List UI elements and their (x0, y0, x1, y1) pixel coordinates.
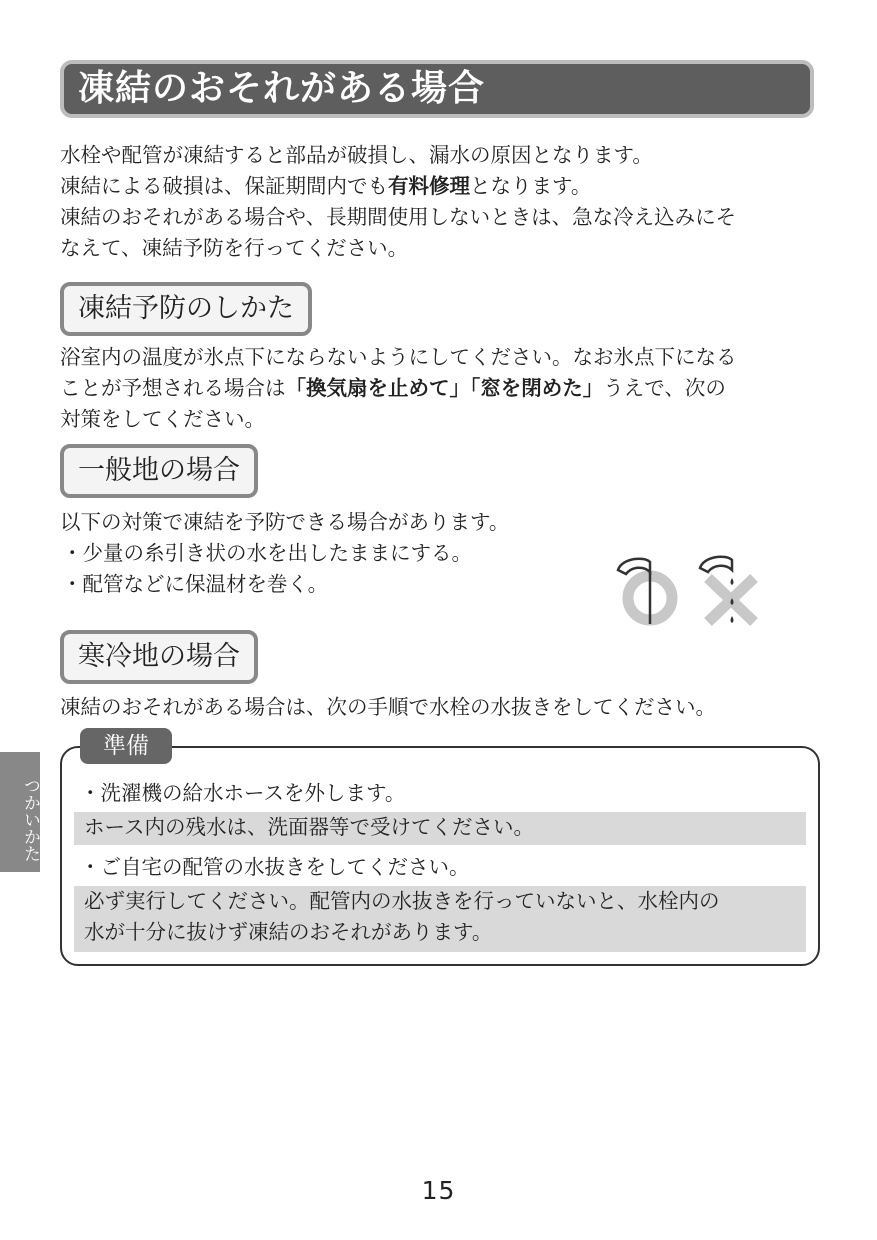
faucet-drip-figure (608, 550, 768, 630)
intro-line-4: なえて、凍結予防を行ってください。 (60, 236, 409, 260)
intro-line-2 (60, 171, 736, 202)
prep-note-2-line-1: 必ず実行してください。配管内の水抜きを行っていないと、水栓内の (84, 889, 720, 913)
cold-region-heading: 寒冷地の場合 (60, 630, 258, 684)
preparation-tab: 準備 (80, 728, 172, 764)
page-title: 凍結のおそれがある場合 (60, 60, 814, 118)
intro-line-2-end: となります。 (470, 174, 592, 198)
prep-note-2 (74, 886, 806, 952)
water-drop-icon (731, 578, 734, 623)
general-intro (60, 507, 509, 538)
prep-step-2: ・ご自宅の配管の水抜きをしてください。 (80, 855, 470, 879)
prep-note-1 (74, 812, 806, 845)
prevention-heading: 凍結予防のしかた (60, 282, 312, 336)
page-number: 15 (421, 1176, 456, 1205)
prevention-line-3: 対策をしてください。 (60, 407, 265, 431)
list-item: ・配管などに保温材を巻く。 (62, 572, 329, 596)
prep-note-2-line-2: 水が十分に抜けず凍結のおそれがあります。 (84, 920, 493, 944)
general-heading: 一般地の場合 (60, 444, 258, 498)
cold-region-intro-text: 凍結のおそれがある場合は、次の手順で水栓の水抜きをしてください。 (60, 695, 716, 719)
side-tab-usage: つかいかた (0, 752, 40, 872)
paid-repair-emphasis: 有料修理 (388, 174, 470, 198)
prevention-line-1: 浴室内の温度が氷点下にならないようにしてください。なお氷点下になる (60, 345, 737, 369)
prevention-line-2-text: ことが予想される場合は (60, 376, 286, 400)
intro-line-1: 水栓や配管が凍結すると部品が破損し、漏水の原因となります。 (60, 143, 653, 167)
cold-region-intro (60, 692, 716, 723)
general-intro-text: 以下の対策で凍結を予防できる場合があります。 (60, 510, 510, 534)
list-item: ・少量の糸引き状の水を出したままにする。 (62, 541, 472, 565)
faucet-icon (700, 557, 732, 572)
intro-paragraph (60, 140, 736, 264)
intro-line-2-text: 凍結による破損は、保証期間内でも (60, 174, 388, 198)
prevention-paragraph (60, 342, 737, 435)
intro-line-3: 凍結のおそれがある場合や、長期間使用しないときは、急な冷え込みにそ (60, 205, 737, 229)
prevention-line-2 (60, 373, 737, 404)
prevention-line-2-end: うえで、次の (603, 376, 726, 400)
general-bullet-list (62, 538, 472, 600)
vent-window-emphasis: 「換気扇を止めて」「窓を閉めた」 (285, 376, 604, 400)
prep-note-1-text: ホース内の残水は、洗面器等で受けてください。 (84, 815, 534, 839)
prep-step-1: ・洗濯機の給水ホースを外します。 (80, 781, 406, 805)
